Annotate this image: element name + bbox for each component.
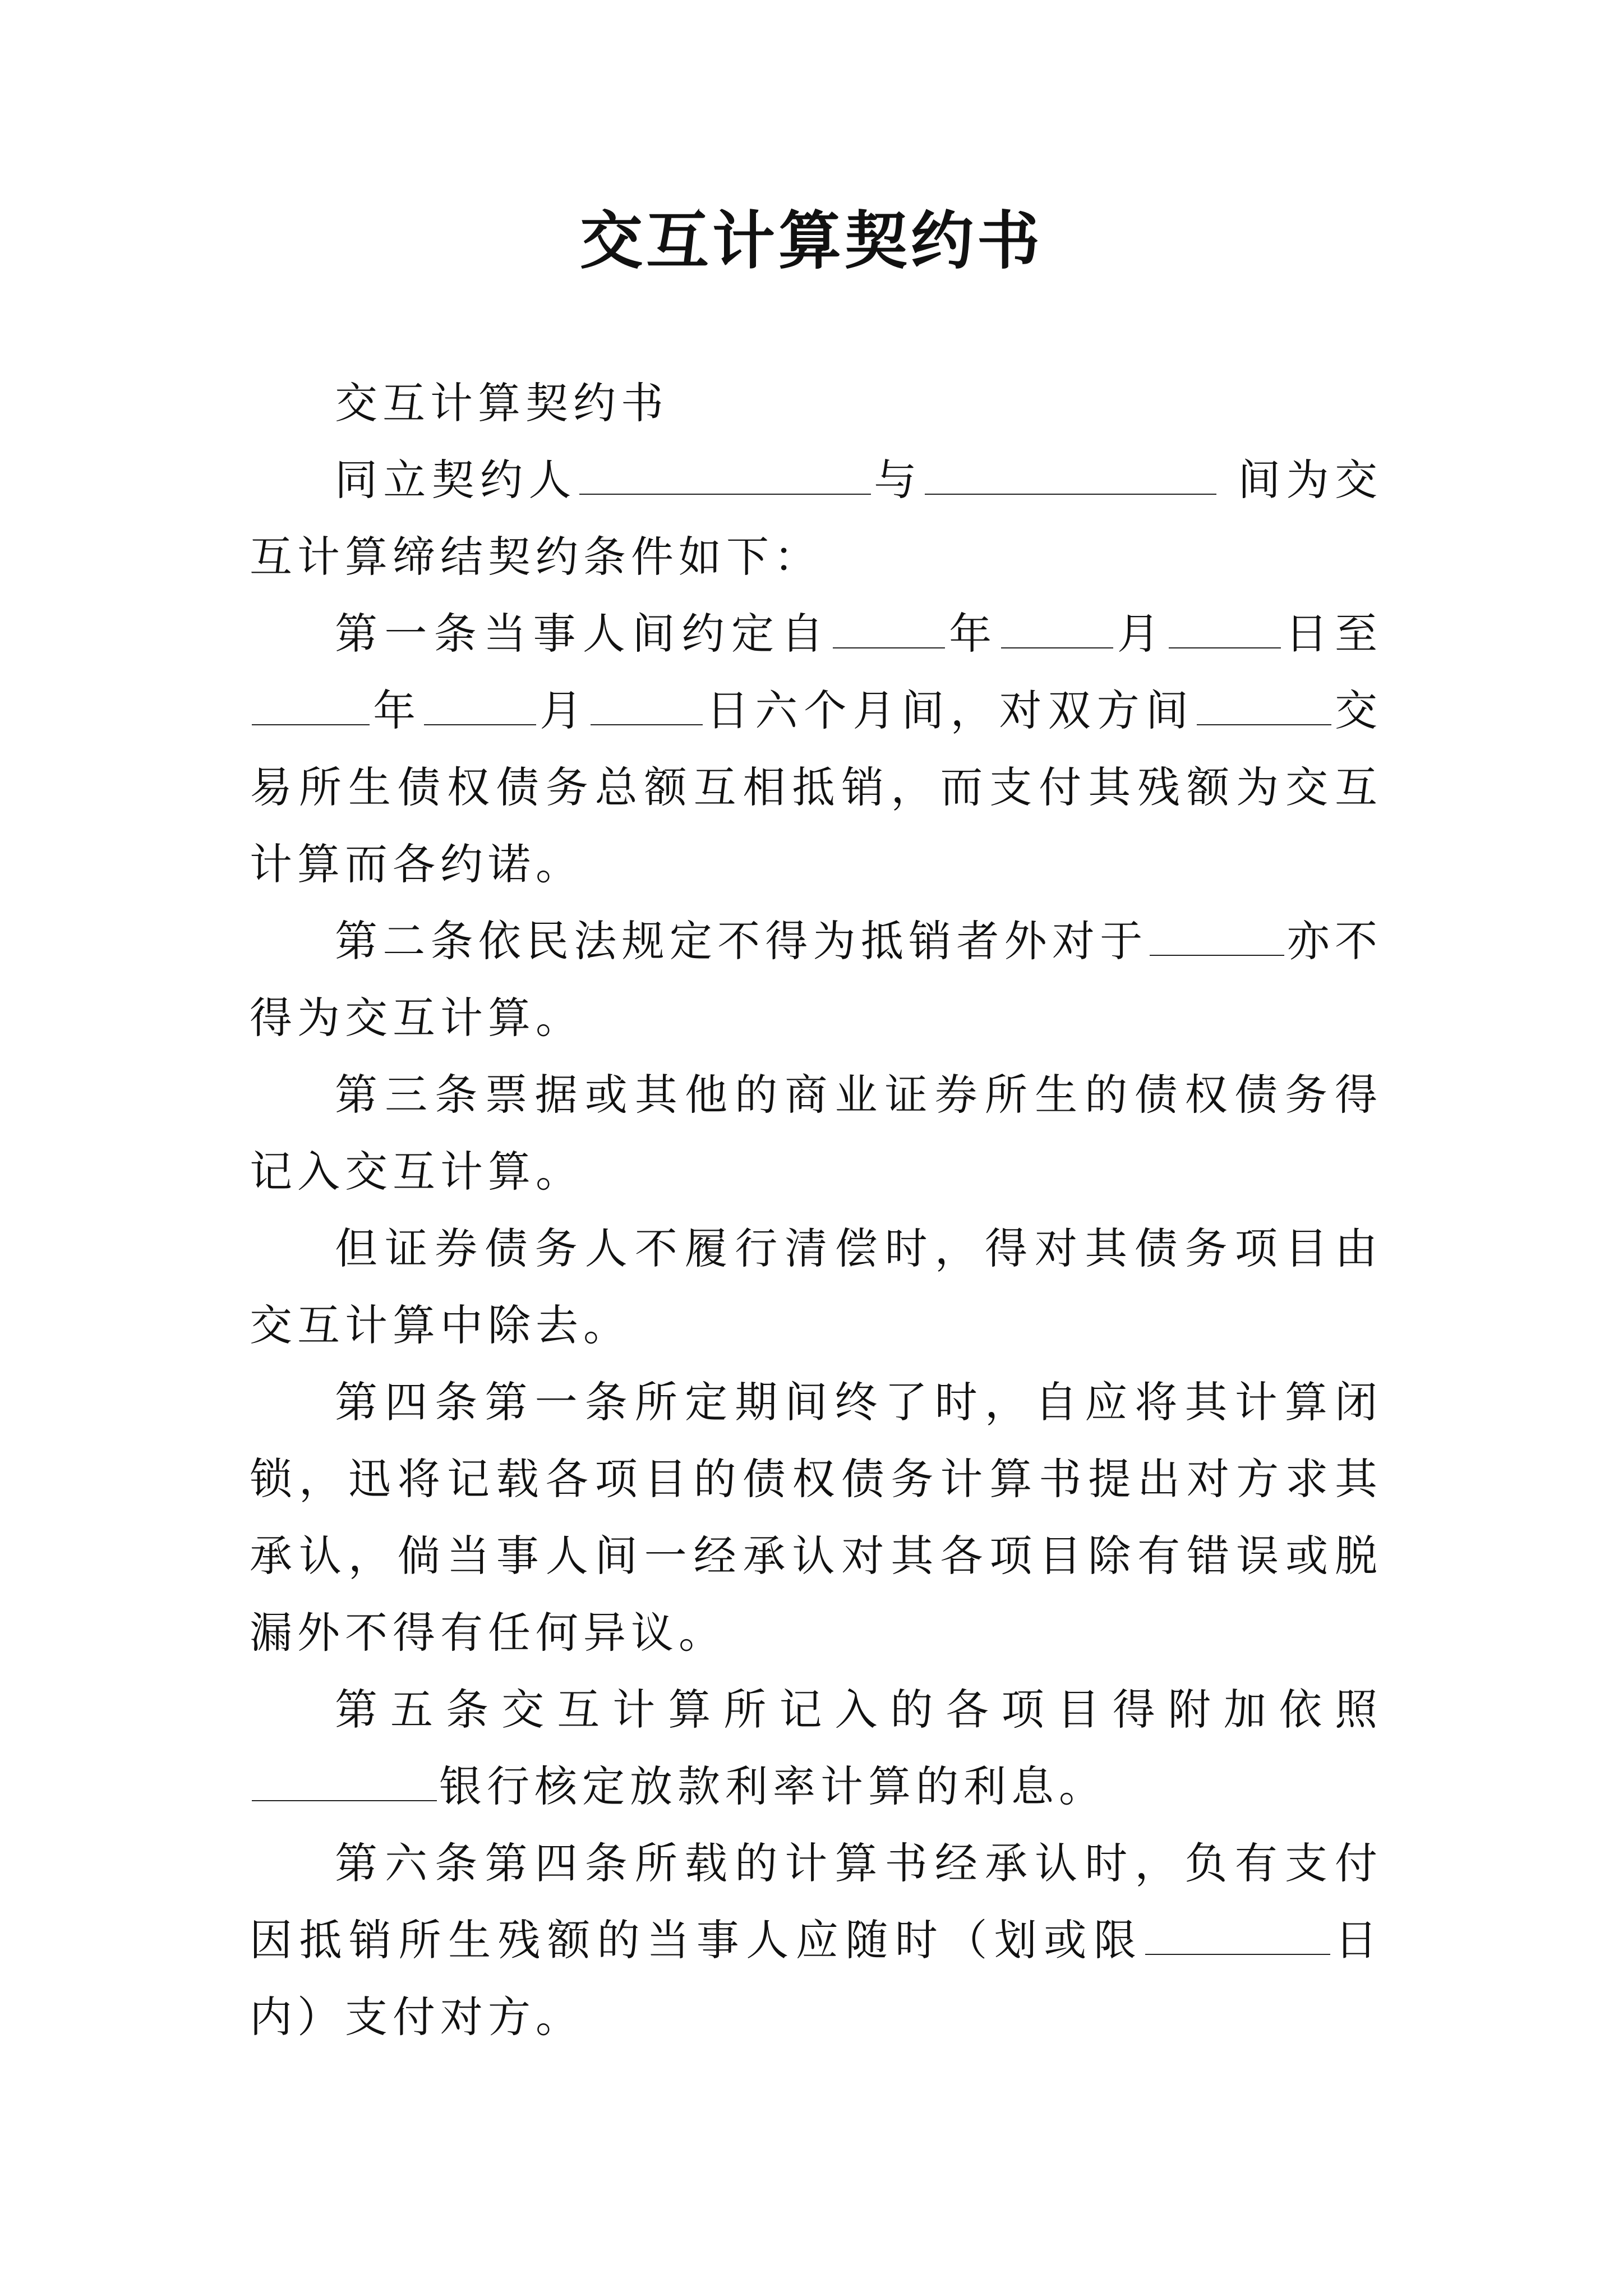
party-b-blank (925, 459, 1216, 495)
text-segment: 与 (873, 455, 923, 505)
start-month-blank (1001, 613, 1113, 648)
paragraph-heading: 交互计算契约书 (335, 378, 668, 428)
start-year-blank (833, 613, 945, 648)
document-title: 交互计算契约书 (580, 204, 1043, 278)
text-segment: 亦不得为交互计算。 (250, 916, 1383, 1043)
text-segment: 间为交互计算缔结契约条件如下： (250, 455, 1382, 582)
text-segment: 第五条交互计算所记入的各项目得附加依照 (335, 1685, 1382, 1734)
article-3-proviso: 但证券债务人不履行清偿时，得对其债务项目由交互计算中除去。 (250, 1223, 1382, 1350)
end-month-blank (424, 689, 536, 725)
text-segment: 交易所生债权债务总额互相抵销，而支付其残额为交互计算而各约诺。 (250, 685, 1382, 889)
text-segment: 日内）支付对方。 (250, 1915, 1383, 2042)
document-body (250, 365, 1382, 2055)
text-segment: 第二条依民法规定不得为抵销者外对于 (335, 916, 1148, 966)
text-segment: 银行核定放款利率计算的利息。 (439, 1761, 1106, 1811)
text-segment: 年 (947, 609, 999, 659)
article-4: 第四条第一条所定期间终了时，自应将其计算闭锁，迅将记载各项目的债权债务计算书提出对方求其承认，倘当事人间一经承认对其各项目除有错误或脱漏外不得有任何异议。 (250, 1377, 1382, 1658)
text-segment: 第一条当事人间约定自 (335, 609, 831, 659)
end-day-blank (591, 689, 703, 725)
paragraph-parties (250, 441, 1382, 595)
text-segment: 月 (1115, 609, 1167, 659)
article-6 (250, 1825, 1382, 2055)
end-year-blank (252, 689, 370, 725)
days-blank (1145, 1919, 1330, 1955)
text-segment: 第六条第四条所载的计算书经承认时，负有支付因抵销所生残额的当事人应随时（划或限 (250, 1838, 1382, 1965)
article-2 (250, 903, 1382, 1056)
article-5 (250, 1671, 1382, 1825)
text-segment: 月 (538, 685, 589, 735)
article-1 (250, 595, 1382, 903)
transaction-blank (1197, 689, 1331, 725)
bank-blank (252, 1765, 437, 1801)
text-segment: 年 (372, 685, 422, 735)
party-a-blank (579, 459, 871, 495)
article-3: 第三条票据或其他的商业证券所生的债权债务得记入交互计算。 (250, 1070, 1382, 1197)
exclusion-blank (1150, 920, 1284, 956)
start-day-blank (1169, 613, 1281, 648)
text-segment: 日六个月间，对双方间 (705, 685, 1195, 735)
text-segment: 日至 (1283, 609, 1382, 659)
text-segment: 同立契约人 (335, 455, 577, 505)
